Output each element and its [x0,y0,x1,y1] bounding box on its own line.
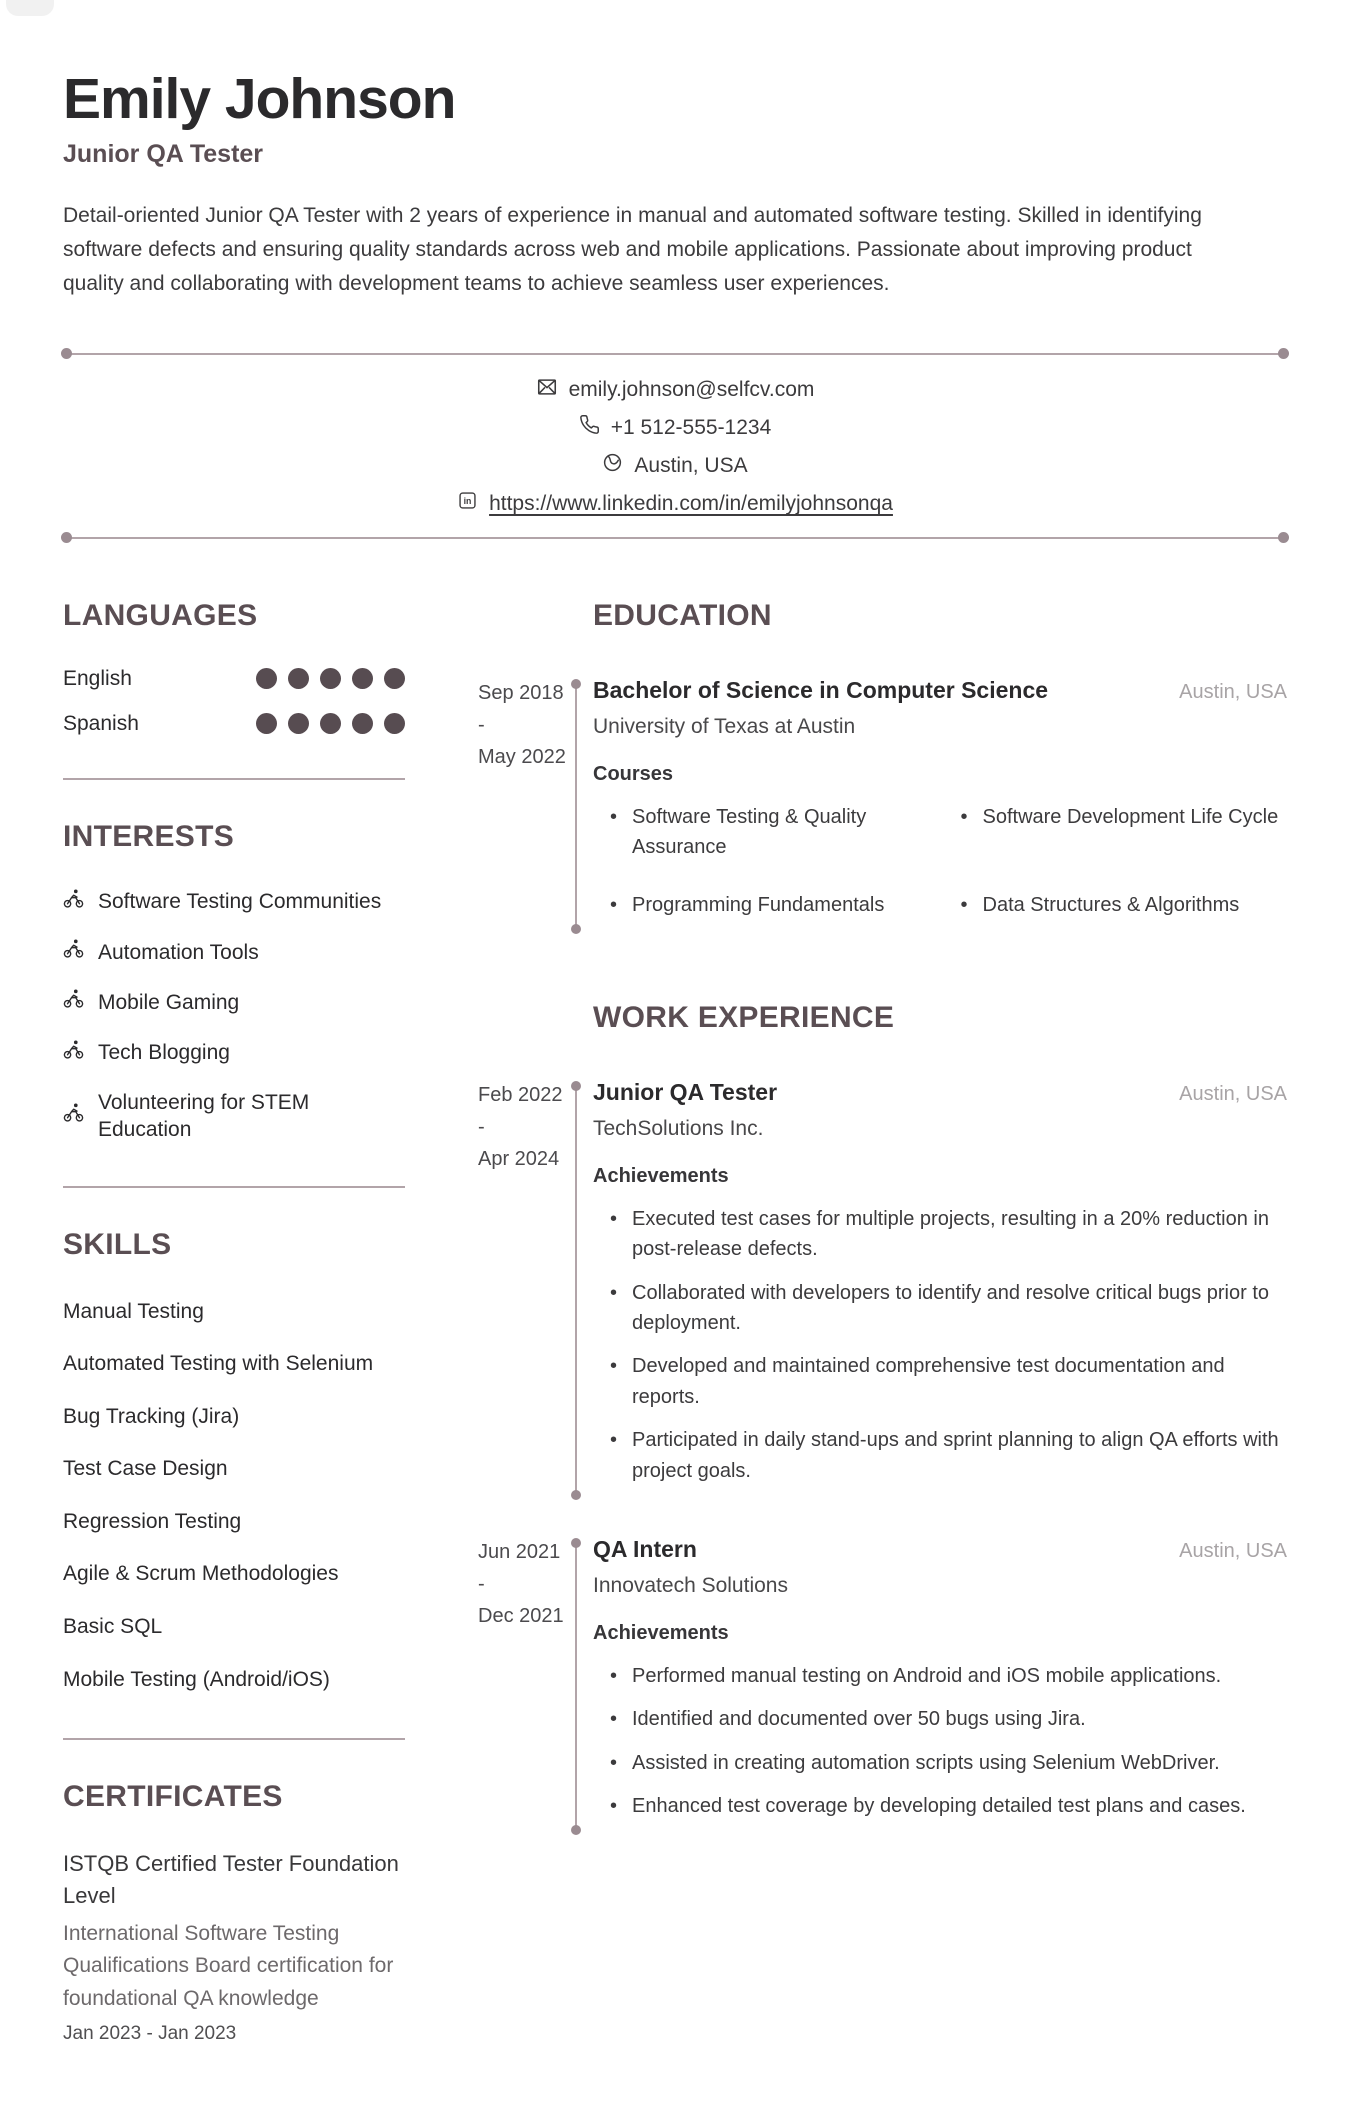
entry-content [593,1535,1287,1834]
certificate-name: ISTQB Certified Tester Foundation Level [63,1851,399,1908]
achievement-item: • Executed test cases for multiple projects, resulting in a 20% reduction in post-release defects. [632,1204,1287,1265]
interest-item [63,1089,405,1144]
achievement-item: • Identified and documented over 50 bugs using Jira. [632,1704,1287,1734]
skills-section [63,1227,405,1696]
date-separator: - [478,1115,485,1138]
level-dot [256,713,277,734]
timeline-line [575,1085,577,1496]
language-level-dots [256,668,405,689]
achievements-label: Achievements [593,1621,729,1644]
main-column [478,598,1287,2046]
location-value: Austin, USA [634,453,748,477]
entry-header [593,1078,1287,1108]
role-title: Junior QA Tester [593,1078,778,1105]
svg-text:in: in [463,496,472,507]
skill-item: Basic SQL [63,1614,163,1638]
work-entry [478,1078,1287,1499]
skill-item: Mobile Testing (Android/iOS) [63,1667,330,1691]
work-experience-heading: WORK EXPERIENCE [593,1000,895,1034]
school-name: University of Texas at Austin [593,714,856,738]
phone-value: +1 512-555-1234 [610,415,772,439]
level-dot [384,713,405,734]
cycling-icon [63,888,84,916]
courses-label: Courses [593,762,674,785]
date-separator: - [478,1572,485,1595]
skills-heading: SKILLS [63,1227,172,1261]
company-name: Innovatech Solutions [593,1573,788,1597]
achievement-item: • Performed manual testing on Android and iOS mobile applications. [632,1661,1287,1691]
date-to: May 2022 [478,745,566,768]
certificates-section [63,1782,405,2045]
entry-location: Austin, USA [1179,680,1287,703]
achievement-item: • Assisted in creating automation scripts using Selenium WebDriver. [632,1748,1287,1778]
level-dot [384,668,405,689]
header [63,67,1287,301]
entry-dates [478,1535,575,1834]
interests-section [63,819,405,1144]
date-from: Jun 2021 [478,1540,561,1563]
course-item: • Software Testing & Quality Assurance [632,802,937,863]
contact-location-row [63,447,1287,485]
entry-dates [478,1078,575,1499]
achievements-list [593,1204,1287,1486]
language-row [63,712,405,736]
contact-rows [63,355,1287,537]
level-dot [320,668,341,689]
timeline [575,1535,593,1834]
contact-phone-row [63,409,1287,447]
email-value: emily.johnson@selfcv.com [568,377,815,401]
entry-header [593,676,1287,706]
timeline [575,676,593,933]
level-dot [288,668,309,689]
linkedin-link[interactable]: https://www.linkedin.com/in/emilyjohnsonqa [489,491,893,515]
achievement-item: • Enhanced test coverage by developing detailed test plans and cases. [632,1791,1287,1821]
sidebar-divider [63,778,405,780]
sidebar-divider [63,1738,405,1740]
achievements-list [593,1661,1287,1822]
company-name: TechSolutions Inc. [593,1116,764,1140]
body-columns [63,598,1287,2046]
education-section [478,598,1287,933]
interest-label: Tech Blogging [98,1041,230,1065]
skill-item: Test Case Design [63,1457,228,1481]
timeline-line [575,683,577,930]
certificate-date: Jan 2023 - Jan 2023 [63,2023,237,2045]
role-title: QA Intern [593,1535,697,1562]
level-dot [288,713,309,734]
summary-text: Detail-oriented Junior QA Tester with 2 years of experience in manual and automated software testing. Skilled in identifying software defects and ensuring quality standards across web and mobile applications. Passionate about improving product quality and collaborating with development teams to achieve seamless user experiences. [63,203,1202,295]
cycling-icon [63,1102,84,1130]
interest-label: Mobile Gaming [98,990,240,1014]
skill-item: Agile & Scrum Methodologies [63,1562,339,1586]
linkedin-icon [457,490,478,517]
entry-header [593,1535,1287,1565]
cycling-icon [63,938,84,966]
skill-item: Automated Testing with Selenium [63,1352,374,1376]
interests-heading: INTERESTS [63,819,235,853]
achievements-label: Achievements [593,1164,729,1187]
language-name: English [63,666,132,690]
course-item: • Software Development Life Cycle [983,802,1288,863]
skill-item: Manual Testing [63,1299,204,1323]
contact-divider-bottom [63,537,1287,539]
courses-list [593,802,1287,933]
entry-location: Austin, USA [1179,1539,1287,1562]
date-to: Dec 2021 [478,1604,564,1627]
location-icon [602,452,623,479]
interest-item [63,888,405,916]
achievement-item: • Collaborated with developers to identify and resolve critical bugs prior to deployment. [632,1278,1287,1339]
interest-item [63,1039,405,1067]
timeline [575,1078,593,1499]
timeline-line [575,1542,577,1831]
person-name: Emily Johnson [63,67,456,131]
level-dot [256,668,277,689]
language-level-dots [256,713,405,734]
interest-label: Volunteering for STEM Education [98,1091,310,1142]
date-to: Apr 2024 [478,1147,560,1170]
course-item: • Programming Fundamentals [632,890,937,920]
contact-section [63,353,1287,539]
cycling-icon [63,1039,84,1067]
interest-item [63,988,405,1016]
sidebar-divider [63,1186,405,1188]
language-name: Spanish [63,711,139,735]
date-separator: - [478,713,485,736]
languages-section [63,598,405,736]
certificate-item [63,1848,405,2045]
email-icon [536,376,558,404]
work-entry [478,1535,1287,1834]
entry-location: Austin, USA [1179,1082,1287,1105]
achievement-item: • Participated in daily stand-ups and sprint planning to align QA efforts with project goals. [632,1425,1287,1486]
interest-item [63,938,405,966]
languages-heading: LANGUAGES [63,598,258,632]
entry-content [593,1078,1287,1499]
certificates-heading: CERTIFICATES [63,1780,283,1814]
education-entry [478,676,1287,933]
certificate-description: International Software Testing Qualifications Board certification for foundational QA knowledge [63,1921,394,2010]
skill-item: Bug Tracking (Jira) [63,1404,240,1428]
contact-divider-top [63,353,1287,355]
interest-label: Automation Tools [98,940,259,964]
achievement-item: • Developed and maintained comprehensive test documentation and reports. [632,1351,1287,1412]
education-heading: EDUCATION [593,598,772,632]
date-from: Sep 2018 [478,681,564,704]
entry-dates [478,676,575,933]
work-experience-section [478,1000,1287,1834]
page-corner-artifact [6,0,54,16]
course-item: • Data Structures & Algorithms [983,890,1288,920]
job-title: Junior QA Tester [63,139,264,168]
phone-icon [579,414,600,441]
sidebar [63,598,405,2046]
level-dot [320,713,341,734]
level-dot [352,668,373,689]
language-row [63,667,405,691]
degree-title: Bachelor of Science in Computer Science [593,676,1049,703]
contact-linkedin-row [63,485,1287,523]
cycling-icon [63,988,84,1016]
entry-content [593,676,1287,933]
date-from: Feb 2022 [478,1083,563,1106]
level-dot [352,713,373,734]
interest-label: Software Testing Communities [98,890,382,914]
skill-item: Regression Testing [63,1509,242,1533]
contact-email-row [63,371,1287,409]
